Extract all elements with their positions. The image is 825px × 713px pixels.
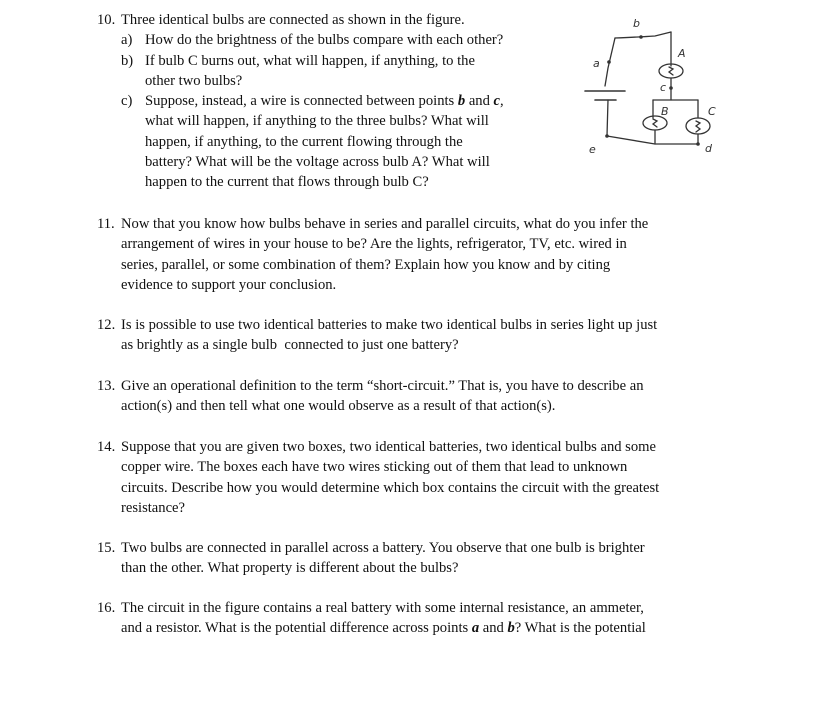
subquestion-text: How do the brightness of the bulbs compare with each other? bbox=[145, 32, 504, 49]
question-text: circuits. Describe how you would determine which box contains the circuit with the greatest bbox=[121, 479, 660, 496]
subquestion-text: happen, if anything, to the current flowing through the bbox=[145, 133, 463, 150]
text-run: ? What is the potential bbox=[514, 620, 646, 637]
subquestion-text: happen to the current that flows through bulb C? bbox=[145, 174, 429, 191]
wire-bottom-left bbox=[607, 136, 655, 144]
question-text bbox=[121, 618, 646, 638]
text-run: Suppose, instead, a wire is connected between points bbox=[145, 93, 458, 110]
question-10 bbox=[97, 10, 504, 193]
label-a: a bbox=[593, 57, 600, 70]
circuit-diagram bbox=[575, 12, 725, 162]
node-d bbox=[696, 142, 700, 146]
wire-battery-down bbox=[607, 100, 608, 136]
question-12 bbox=[97, 315, 657, 356]
question-text: Suppose that you are given two boxes, two identical batteries, two identical bulbs and some bbox=[121, 439, 656, 455]
subquestion-a bbox=[121, 30, 504, 50]
bulb-b-filament bbox=[653, 119, 657, 127]
question-number: 16. bbox=[97, 600, 116, 616]
bulb-c-filament bbox=[696, 121, 700, 132]
node-a bbox=[607, 60, 611, 64]
question-text: evidence to support your conclusion. bbox=[121, 276, 337, 293]
subquestion-label: a) bbox=[121, 32, 133, 49]
subquestion-text: other two bulbs? bbox=[145, 72, 243, 89]
label-d: d bbox=[705, 142, 712, 155]
question-11 bbox=[97, 214, 648, 295]
question-text: The circuit in the figure contains a real battery with some internal resistance, an ammeter, bbox=[121, 600, 644, 616]
text-run: , bbox=[500, 93, 504, 110]
text-run: and bbox=[465, 93, 494, 110]
question-text: Give an operational definition to the term “short-circuit.” That is, you have to describe an bbox=[121, 378, 644, 394]
point-c-ref: c bbox=[493, 93, 501, 110]
subquestion-c bbox=[121, 91, 504, 192]
text-run: and bbox=[479, 620, 508, 637]
bulb-a-filament bbox=[669, 67, 673, 75]
question-number: 11. bbox=[97, 216, 115, 232]
subquestion-text: what will happen, if anything to the three bulbs? What will bbox=[145, 113, 489, 130]
subquestion-text bbox=[145, 91, 504, 111]
node-e bbox=[605, 134, 609, 138]
subquestion-label: c) bbox=[121, 93, 133, 110]
label-bulb-b: B bbox=[661, 105, 669, 118]
question-text: as brightly as a single bulb connected to just one battery? bbox=[121, 337, 459, 354]
wire-top bbox=[615, 32, 671, 38]
point-b-ref: b bbox=[457, 93, 466, 110]
subquestion-text: battery? What will be the voltage across bulb A? What will bbox=[145, 154, 490, 171]
question-number: 10. bbox=[97, 12, 116, 28]
question-13 bbox=[97, 376, 644, 417]
subquestion-b bbox=[121, 51, 504, 92]
question-text: Is is possible to use two identical batteries to make two identical bulbs in series light up just bbox=[121, 317, 658, 333]
label-e: e bbox=[589, 143, 596, 156]
question-text: Three identical bulbs are connected as shown in the figure. bbox=[121, 12, 465, 28]
question-15 bbox=[97, 538, 645, 579]
point-b-ref: b bbox=[507, 620, 515, 637]
bulb-c bbox=[686, 118, 710, 134]
question-text: resistance? bbox=[121, 499, 186, 516]
question-text: Now that you know how bulbs behave in series and parallel circuits, what do you infer the bbox=[121, 216, 649, 232]
question-number: 13. bbox=[97, 378, 116, 394]
subquestion-text: If bulb C burns out, what will happen, if anything, to the bbox=[145, 52, 475, 69]
node-c bbox=[669, 86, 673, 90]
label-bulb-c: C bbox=[708, 105, 716, 118]
question-16 bbox=[97, 598, 646, 639]
question-text: action(s) and then tell what one would observe as a result of that action(s). bbox=[121, 398, 556, 415]
question-14 bbox=[97, 437, 659, 518]
question-text: Two bulbs are connected in parallel across a battery. You observe that one bulb is brighter bbox=[121, 540, 645, 556]
question-text: arrangement of wires in your house to be? Are the lights, refrigerator, TV, etc. wired in bbox=[121, 236, 627, 253]
label-b: b bbox=[633, 17, 640, 30]
question-number: 14. bbox=[97, 439, 116, 455]
question-number: 15. bbox=[97, 540, 116, 556]
question-text: than the other. What property is different about the bulbs? bbox=[121, 560, 459, 577]
subquestion-label: b) bbox=[121, 52, 134, 69]
question-text: copper wire. The boxes each have two wires sticking out of them that lead to unknown bbox=[121, 459, 628, 476]
label-c: c bbox=[660, 81, 667, 94]
label-bulb-a: A bbox=[678, 47, 686, 60]
text-run: and a resistor. What is the potential difference across points bbox=[121, 620, 472, 637]
question-text: series, parallel, or some combination of them? Explain how you know and by citing bbox=[121, 256, 611, 273]
node-b bbox=[639, 35, 643, 39]
point-a-ref: a bbox=[471, 620, 480, 637]
question-number: 12. bbox=[97, 317, 116, 333]
